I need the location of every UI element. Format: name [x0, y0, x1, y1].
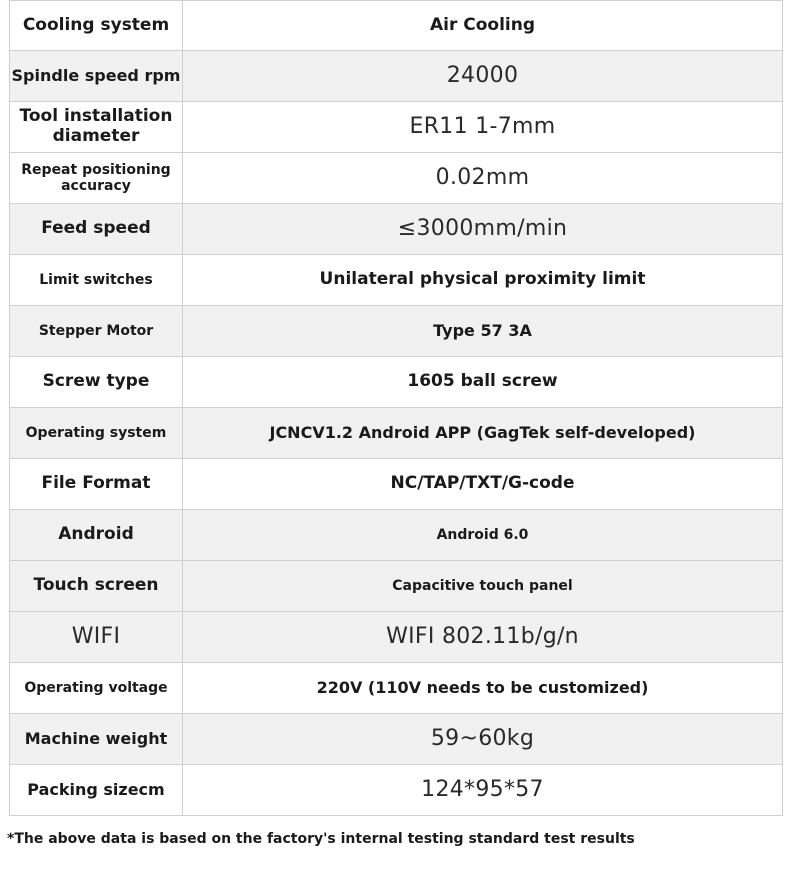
spec-value: ER11 1-7mm [183, 102, 783, 153]
spec-row-cooling-system [10, 1, 783, 51]
spec-value: 124*95*57 [183, 765, 783, 816]
spec-value: 1605 ball screw [183, 357, 783, 408]
spec-row-machine-weight [10, 714, 783, 765]
spec-label: Machine weight [10, 714, 183, 765]
spec-label: Screw type [10, 357, 183, 408]
spec-label: Operating voltage [10, 663, 183, 714]
spec-row-wifi [10, 612, 783, 663]
spec-value: 0.02mm [183, 153, 783, 204]
spec-value: JCNCV1.2 Android APP (GagTek self-developed) [183, 408, 783, 459]
spec-label: Touch screen [10, 561, 183, 612]
spec-table [9, 0, 783, 816]
spec-row-android [10, 510, 783, 561]
spec-value: NC/TAP/TXT/G-code [183, 459, 783, 510]
spec-label: Repeat positioning accuracy [10, 153, 183, 204]
spec-value: WIFI 802.11b/g/n [183, 612, 783, 663]
spec-label: File Format [10, 459, 183, 510]
spec-label: Android [10, 510, 183, 561]
spec-label: Feed speed [10, 204, 183, 255]
spec-value: Type 57 3A [183, 306, 783, 357]
spec-row-screw-type [10, 357, 783, 408]
spec-row-feed-speed [10, 204, 783, 255]
spec-value: Air Cooling [183, 1, 783, 51]
spec-label: Tool installation diameter [10, 102, 183, 153]
spec-row-repeat-accuracy [10, 153, 783, 204]
spec-row-touch-screen [10, 561, 783, 612]
spec-label: Cooling system [10, 1, 183, 51]
spec-label: Limit switches [10, 255, 183, 306]
spec-row-operating-voltage [10, 663, 783, 714]
spec-row-stepper-motor [10, 306, 783, 357]
spec-value: 220V (110V needs to be customized) [183, 663, 783, 714]
spec-row-tool-diameter [10, 102, 783, 153]
spec-row-packing-size [10, 765, 783, 816]
spec-value: 59~60kg [183, 714, 783, 765]
spec-row-file-format [10, 459, 783, 510]
footnote: *The above data is based on the factory's internal testing standard test results [7, 831, 635, 847]
spec-label: Stepper Motor [10, 306, 183, 357]
spec-label: WIFI [10, 612, 183, 663]
spec-row-limit-switches [10, 255, 783, 306]
spec-value: Android 6.0 [183, 510, 783, 561]
spec-row-operating-system [10, 408, 783, 459]
spec-label: Spindle speed rpm [10, 51, 183, 102]
spec-value: Unilateral physical proximity limit [183, 255, 783, 306]
spec-label: Operating system [10, 408, 183, 459]
spec-value: ≤3000mm/min [183, 204, 783, 255]
spec-row-spindle-speed [10, 51, 783, 102]
spec-value: 24000 [183, 51, 783, 102]
spec-label: Packing sizecm [10, 765, 183, 816]
spec-value: Capacitive touch panel [183, 561, 783, 612]
